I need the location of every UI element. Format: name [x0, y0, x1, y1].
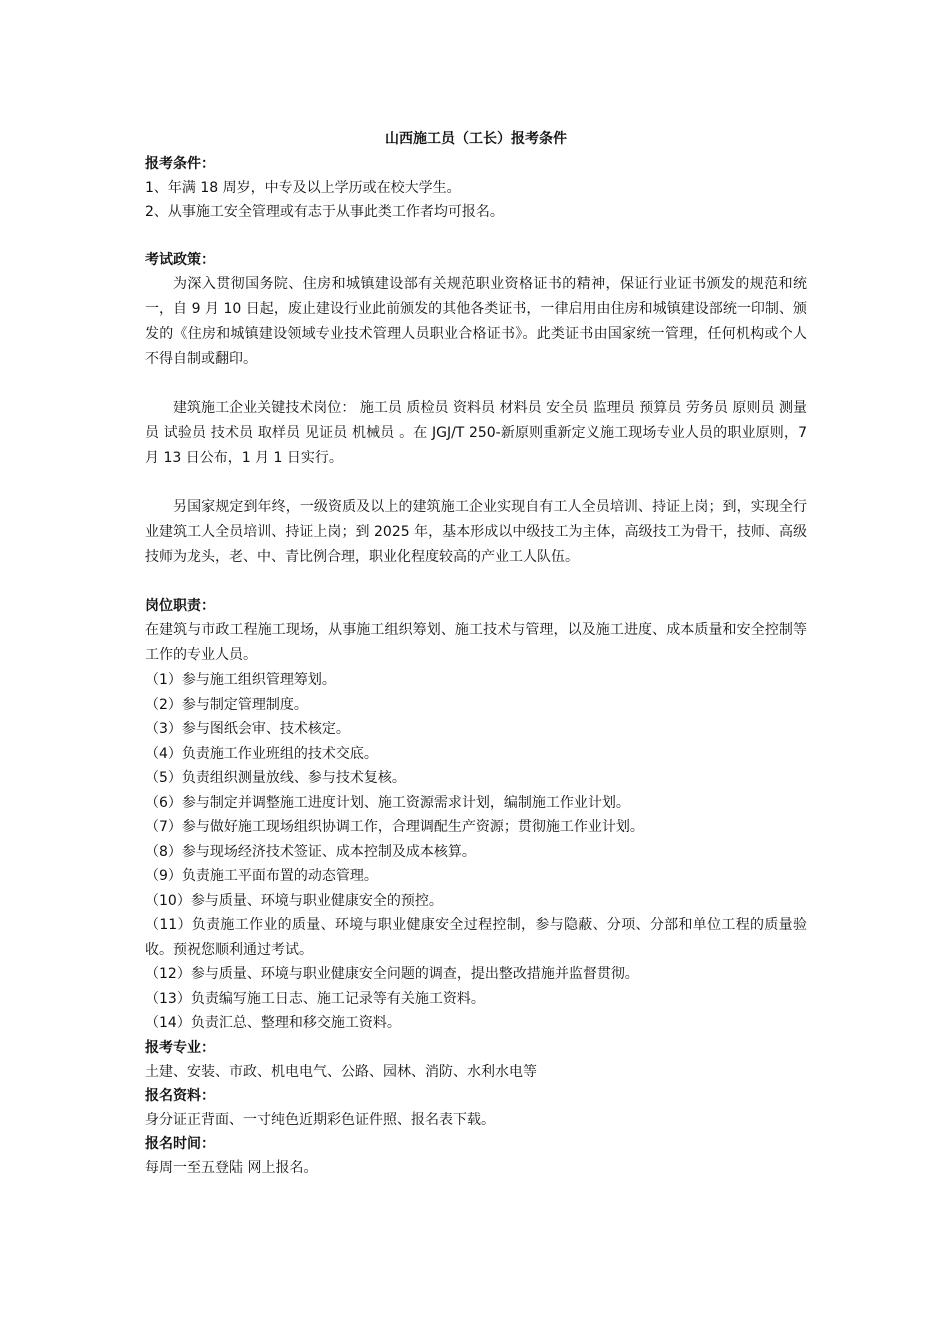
spacer	[145, 570, 807, 594]
time-text: 每周一至五登陆 网上报名。	[145, 1159, 318, 1176]
policy-paragraph: 建筑施工企业关键技术岗位： 施工员 质检员 资料员 材料员 安全员 监理员 预算员 劳务员 原则员 测量员 试验员 技术员 取样员 见证员 机械员 。在 JGJ/T 250-新原则重新定义施工现场专业人员的职业原则，7 月 13 日公布，1 月 1 日实行。	[145, 400, 807, 466]
duty-item: （10）参与质量、环境与职业健康安全的预控。	[145, 892, 443, 909]
duty-item: （6）参与制定并调整施工进度计划、施工资源需求计划，编制施工作业计划。	[145, 794, 630, 811]
duty-item: （4）负责施工作业班组的技术交底。	[145, 745, 378, 762]
duty-item: （5）负责组织测量放线、参与技术复核。	[145, 770, 406, 786]
spacer	[145, 224, 807, 248]
duty-item: （11）负责施工作业的质量、环境与职业健康安全过程控制，参与隐蔽、分项、分部和单位工程的质量验收。预祝您顺利通过考试。	[145, 917, 807, 958]
conditions-heading: 报考条件：	[145, 156, 215, 172]
materials-text: 身分证正背面、一寸纯色近期彩色证件照、报名表下载。	[145, 1111, 495, 1128]
materials-heading: 报名资料：	[145, 1087, 215, 1104]
condition-item: 1、年满 18 周岁，中专及以上学历或在校大学生。	[145, 180, 461, 196]
duties-intro: 在建筑与市政工程施工现场，从事施工组织筹划、施工技术与管理，以及施工进度、成本质量和安全控制等工作的专业人员。	[145, 622, 807, 663]
duty-item: （3）参与图纸会审、技术核定。	[145, 721, 350, 737]
duties-heading: 岗位职责：	[145, 598, 215, 614]
duty-item: （12）参与质量、环境与职业健康安全问题的调查，提出整改措施并监督贯彻。	[145, 966, 639, 982]
spacer	[145, 471, 807, 495]
policy-heading: 考试政策：	[145, 252, 215, 268]
spacer	[145, 372, 807, 396]
majors-text: 土建、安装、市政、机电电气、公路、园林、消防、水利水电等	[145, 1063, 537, 1080]
duty-item: （8）参与现场经济技术签证、成本控制及成本核算。	[145, 843, 476, 860]
duty-item: （7）参与做好施工现场组织协调工作，合理调配生产资源；贯彻施工作业计划。	[145, 819, 644, 835]
document-page	[145, 128, 807, 1180]
duty-item: （9）负责施工平面布置的动态管理。	[145, 868, 378, 884]
policy-paragraph: 另国家规定到年终，一级资质及以上的建筑施工企业实现自有工人全员培训、持证上岗；到，实现全行业建筑工人全员培训、持证上岗；到 2025 年，基本形成以中级技工为主体，高级技工为骨干，技师、高级技师为龙头，老、中、青比例合理，职业化程度较高的产业工人队伍。	[145, 499, 807, 565]
duty-item: （13）负责编写施工日志、施工记录等有关施工资料。	[145, 990, 485, 1007]
time-heading: 报名时间：	[145, 1135, 215, 1152]
policy-paragraph: 为深入贯彻国务院、住房和城镇建设部有关规范职业资格证书的精神，保证行业证书颁发的规范和统一，自 9 月 10 日起，废止建设行业此前颁发的其他各类证书，一律启用由住房和城镇建设部统一印制、颁发的《住房和城镇建设领域专业技术管理人员职业合格证书》。此类证书由国家统一管理，任何机构或个人不得自制或翻印。	[145, 276, 807, 367]
duty-item: （14）负责汇总、整理和移交施工资料。	[145, 1015, 401, 1031]
duty-item: （2）参与制定管理制度。	[145, 696, 308, 713]
majors-heading: 报考专业：	[145, 1039, 215, 1056]
duty-item: （1）参与施工组织管理筹划。	[145, 672, 336, 688]
document-title: 山西施工员（工长）报考条件	[385, 131, 567, 147]
condition-item: 2、从事施工安全管理或有志于从事此类工作者均可报名。	[145, 204, 504, 220]
